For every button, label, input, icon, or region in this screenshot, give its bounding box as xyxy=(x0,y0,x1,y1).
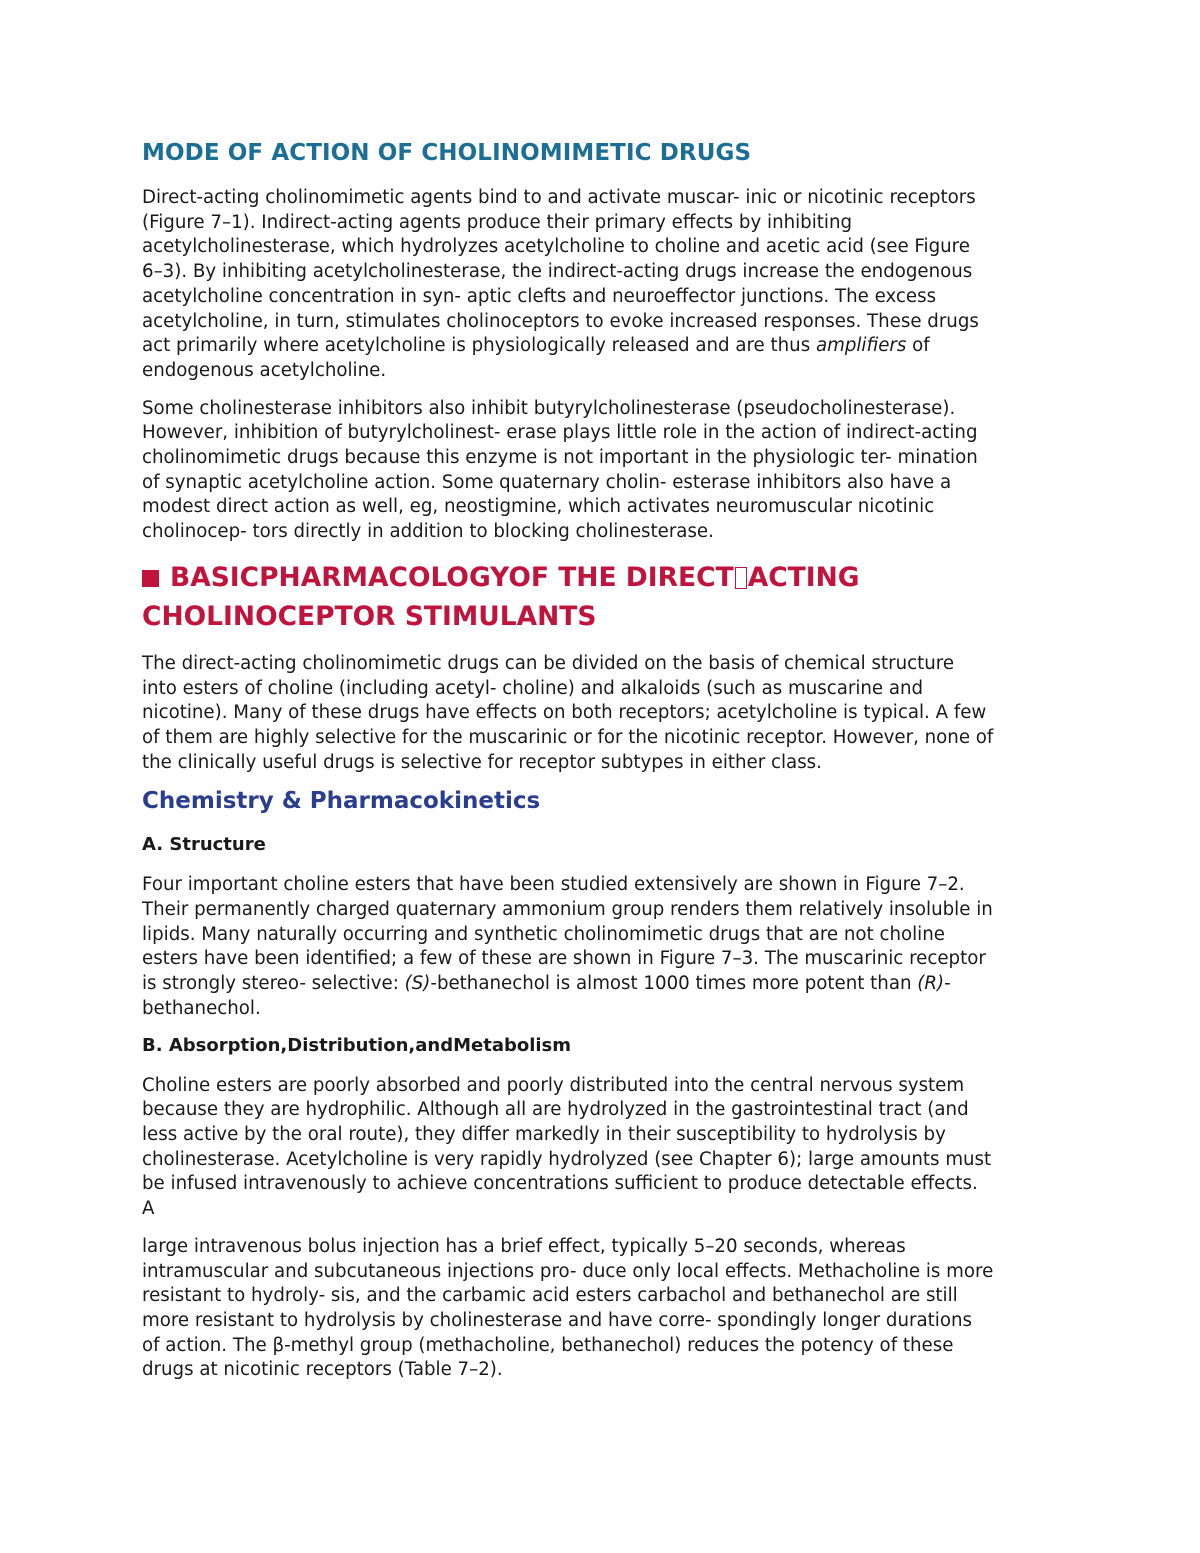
paragraph-text-tail: of endogenous acetylcholine. xyxy=(142,335,930,381)
heading-line-2: CHOLINOCEPTOR STIMULANTS xyxy=(142,600,597,632)
emphasis-amplifiers: amplifiers xyxy=(815,335,907,357)
paragraph-direct-acting: The direct-acting cholinomimetic drugs can be divided on the basis of chemical structure into esters of choline (including acetyl- choline) and alkaloids (such as muscarine and nicotine). Many of these drugs have effects on both receptors; acetylcholine is typical. A few of them are highly selective for the muscarinic or for the nicotinic receptor. However, none of the clinically useful drugs is selective for receptor subtypes in either class. xyxy=(142,652,994,773)
section-heading-chemistry: Chemistry & Pharmacokinetics xyxy=(142,788,541,815)
missing-glyph-icon xyxy=(735,567,747,589)
paragraph-text: Four important choline esters that have been studied extensively are shown in Figure 7–2. Their permanently charged quaternary ammonium group renders them relatively insoluble in lipids. Many naturally occurring and synthetic cholinomimetic drugs that are not choline esters have been identified; a few of these are shown in Figure 7–3. The muscarinic receptor is strongly stereo- selective: xyxy=(142,874,993,995)
heading-text-part1: BASICPHARMACOLOGYOF THE DIRECT xyxy=(170,561,734,593)
paragraph-absorption-1: Choline esters are poorly absorbed and poorly distributed into the central nervous system because they are hydrophilic. Although all are hydrolyzed in the gastrointestinal tract (and less active by the oral route), they differ markedly in their susceptibility to hydrolysis by cholinesterase. Acetylcholine is very rapidly hydrolyzed (see Chapter 6); large amounts must be infused intravenously to achieve concentrations sufficient to produce detectable effects. A xyxy=(142,1074,992,1220)
section-heading-basic-pharmacology xyxy=(142,558,1072,636)
paragraph-text: Direct-acting cholinomimetic agents bind to and activate muscar- inic or nicotinic receptors (Figure 7–1). Indirect-acting agents produce their primary effects by inhibiting acetylcholinesterase, which hydrolyzes acetylcholine to choline and acetic acid (see Figure 6–3). By inhibiting acetylcholinesterase, the indirect-acting drugs increase the endogenous acetylcholine concentration in syn- aptic clefts and neuroeffector junctions. The excess acetylcholine, in turn, stimulates cholinoceptors to evoke increased responses. These drugs act primarily where acetylcholine is physiologically released and are thus xyxy=(142,187,979,357)
paragraph-structure xyxy=(142,873,1072,1021)
paragraph-text: -bethanechol is almost 1000 times more potent than xyxy=(430,973,918,995)
section-heading-mode-of-action: MODE OF ACTION OF CHOLINOMIMETIC DRUGS xyxy=(142,140,752,166)
paragraph-mode-of-action-2: Some cholinesterase inhibitors also inhibit butyrylcholinesterase (pseudocholinesterase). However, inhibition of butyrylcholinest- erase plays little role in the action of indirect-acting cholinomimetic drugs because this enzyme is not important in the physiologic ter- mination of synaptic acetylcholine action. Some quaternary cholin- esterase inhibitors also have a modest direct action as well, eg, neostigmine, which activates neuromuscular nicotinic cholinocep- tors directly in addition to blocking cholinesterase. xyxy=(142,397,978,543)
paragraph-text: - bethanechol. xyxy=(142,973,951,1019)
heading-text-part2: ACTING xyxy=(747,561,860,593)
emphasis-s-isomer: (S) xyxy=(404,973,431,995)
emphasis-r-isomer: (R) xyxy=(917,973,945,995)
subheading-absorption: B. Absorption,Distribution,andMetabolism xyxy=(142,1034,572,1056)
paragraph-mode-of-action-1 xyxy=(142,186,1072,384)
square-bullet-icon xyxy=(142,570,159,587)
paragraph-absorption-2: large intravenous bolus injection has a brief effect, typically 5–20 seconds, whereas intramuscular and subcutaneous injections pro- duce only local effects. Methacholine is more resistant to hydroly- sis, and the carbamic acid esters carbachol and bethanechol are still more resistant to hydrolysis by cholinesterase and have corre- spondingly longer durations of action. The β-methyl group (methacholine, bethanechol) reduces the potency of these drugs at nicotinic receptors (Table 7–2). xyxy=(142,1235,994,1381)
heading-line-1 xyxy=(142,558,1072,597)
subheading-structure: A. Structure xyxy=(142,834,266,856)
document-body xyxy=(142,140,1072,1396)
